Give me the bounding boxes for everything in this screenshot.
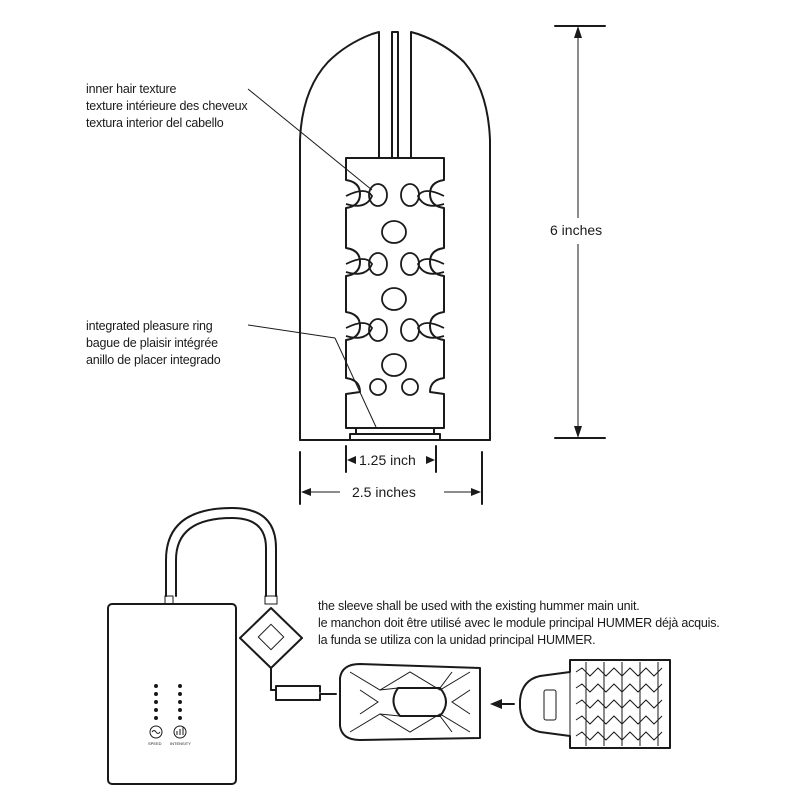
speed-leds: [154, 684, 158, 720]
air-tube: [166, 508, 276, 596]
usage-note-es: la funda se utiliza con la unidad principal HUMMER.: [318, 633, 596, 647]
callout-leaders: [248, 89, 376, 427]
usage-note-fr: le manchon doit être utilisé avec le module principal HUMMER déjà acquis.: [318, 616, 720, 630]
inner-width-label: 1.25 inch: [359, 452, 416, 468]
usage-note-en: the sleeve shall be used with the existing hummer main unit.: [318, 599, 640, 613]
outer-width-label: 2.5 inches: [352, 484, 416, 500]
inner-hair-label-en: inner hair texture: [86, 82, 177, 96]
pleasure-ring-label-es: anillo de placer integrado: [86, 353, 221, 367]
height-dimension-label: 6 inches: [550, 222, 603, 238]
speed-label: SPEED: [148, 741, 162, 746]
pleasure-ring-label-en: integrated pleasure ring: [86, 319, 213, 333]
sleeve-cap: [340, 664, 480, 740]
pleasure-ring-label-fr: bague de plaisir intégrée: [86, 336, 218, 350]
bars-icon: [177, 727, 183, 735]
pleasure-ring: [300, 428, 490, 440]
inner-hair-label-fr: texture intérieure des cheveux: [86, 99, 248, 113]
sleeve-outline: [300, 32, 490, 440]
intensity-leds: [178, 684, 182, 720]
intensity-button[interactable]: [174, 726, 186, 738]
insert-arrow: [490, 699, 514, 709]
inner-chamber: [346, 158, 444, 428]
inner-hair-label-es: textura interior del cabello: [86, 116, 224, 130]
wave-icon: [152, 731, 160, 734]
inner-texture-nubs: [369, 184, 419, 395]
speed-button[interactable]: [150, 726, 162, 738]
inner-sleeve-side: [520, 660, 670, 748]
intensity-label: INTENSITY: [170, 741, 191, 746]
main-unit: [108, 596, 236, 784]
